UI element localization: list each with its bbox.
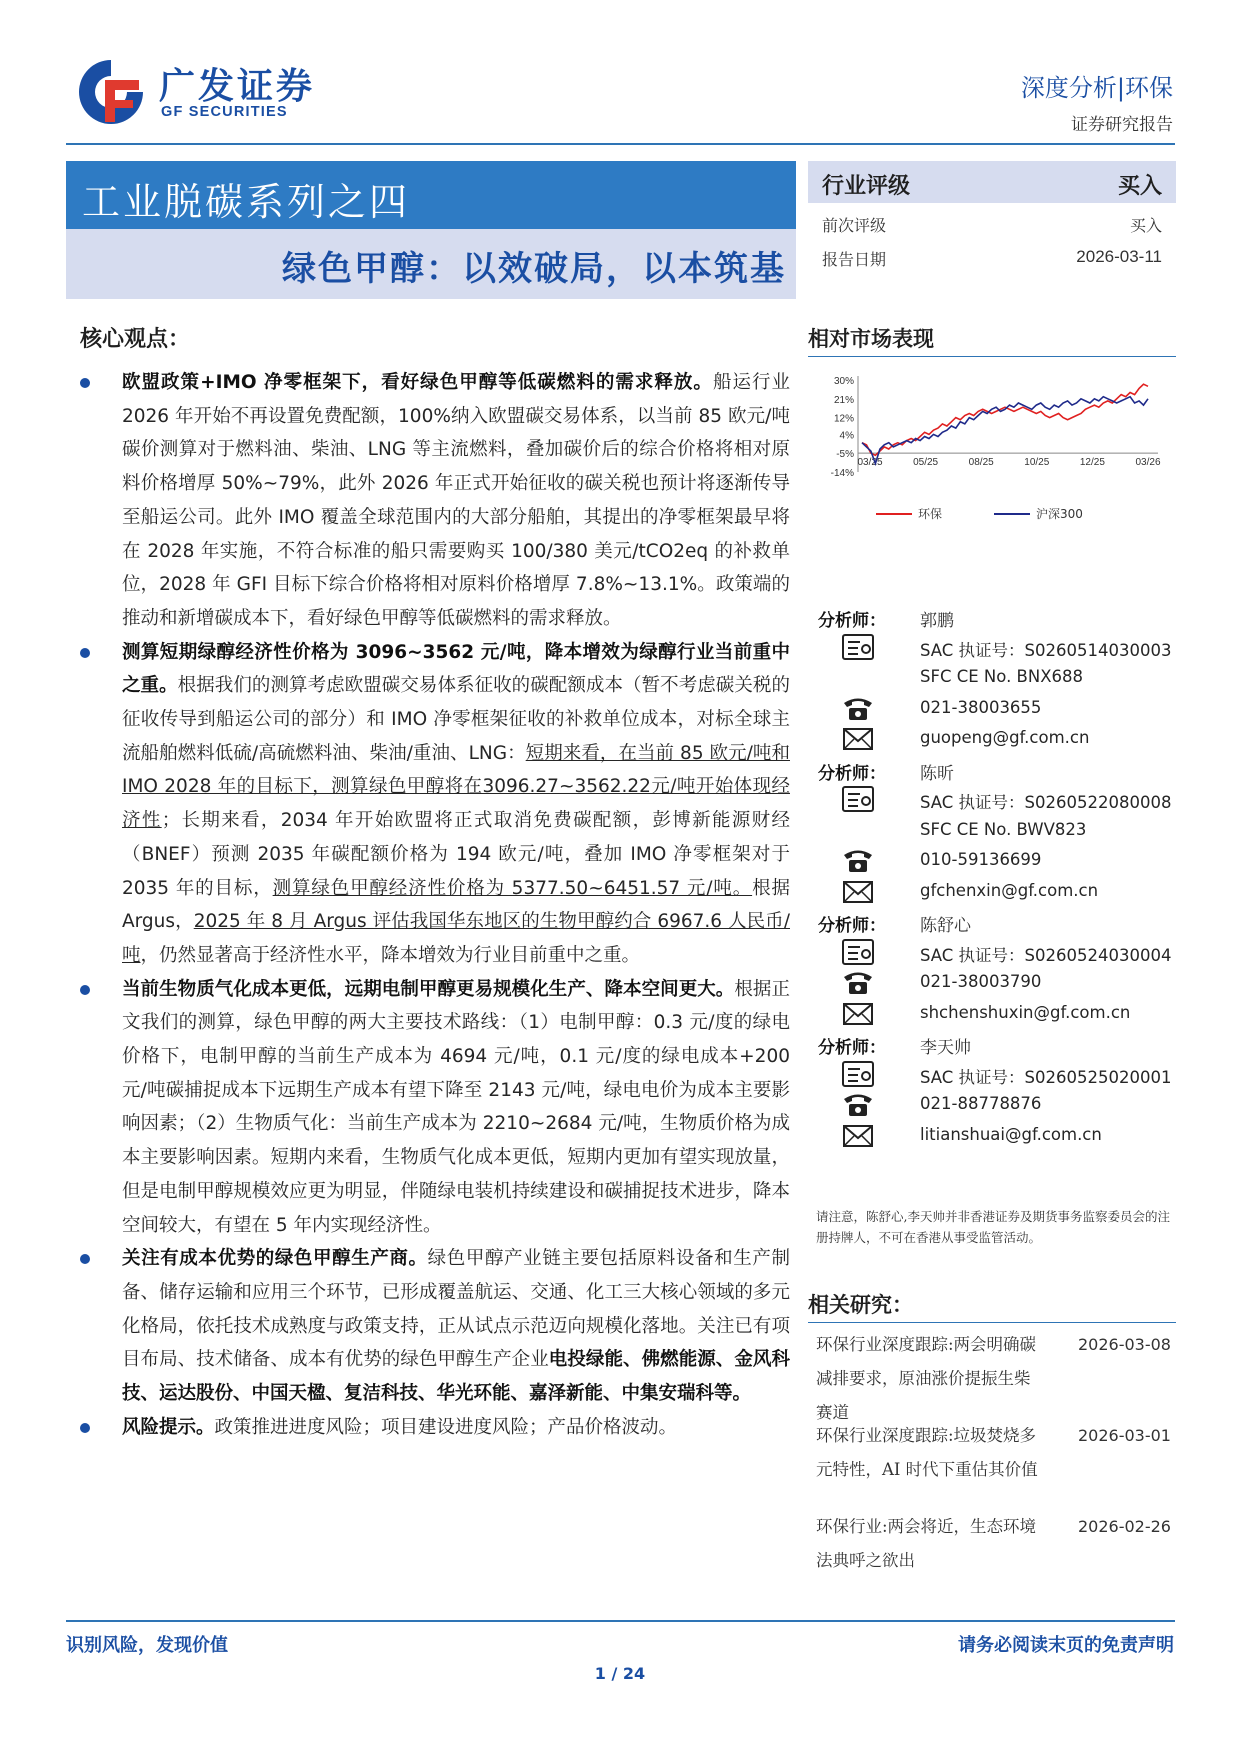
- gf-logo-icon: [75, 56, 147, 128]
- bullet-headline: 关注有成本优势的绿色甲醇生产商。: [122, 1248, 428, 1270]
- bullet-text: ；长期来看，2034 年开始欧盟将正式取消免费碳配额，彭博新能源财经（BNEF）预测 2035 年碳配额价格为 194 欧元/吨，叠加 IMO 净零框架对于 2035 年的目标，: [122, 810, 790, 899]
- y-tick-label: -14%: [830, 468, 854, 479]
- analyst-phone-row: [808, 692, 1176, 726]
- page-number: 1 / 24: [594, 1664, 646, 1683]
- x-tick-label: 03/26: [1135, 457, 1161, 469]
- industry-rating-label: 行业评级: [822, 173, 911, 199]
- bullet-headline: 电投绿能、佛燃能源、金风科技、运达股份、中国天楹、复洁科技、华光环能、嘉泽新能、中集安瑞科等。: [122, 1349, 790, 1405]
- envelope-icon: [838, 722, 878, 756]
- analyst-sac-row-text: [920, 789, 1172, 813]
- sac-label: SAC 执证号：: [920, 945, 1025, 965]
- analyst-label: 分析师：: [818, 1038, 886, 1058]
- analyst-name-row-text: 陈昕: [920, 763, 954, 784]
- series-title-band: [66, 161, 796, 229]
- sac-number: S0260522080008: [1024, 793, 1172, 812]
- phone-icon: [838, 844, 878, 878]
- analyst-email-row-text[interactable]: shchenshuxin@gf.com.cn: [920, 1002, 1131, 1022]
- document-type: 深度分析|环保: [1020, 74, 1173, 102]
- related-research-date: 2026-03-01: [1078, 1426, 1171, 1445]
- analyst-email-row-text[interactable]: gfchenxin@gf.com.cn: [920, 880, 1099, 900]
- related-research-title-text[interactable]: 环保行业深度跟踪:垃圾焚烧多元特性，AI 时代下重估其价值: [816, 1426, 1038, 1479]
- analyst-name-row: [808, 600, 1176, 634]
- bullet-text: 政策推进进度风险；项目建设进度风险；产品价格波动。: [214, 1416, 678, 1438]
- previous-rating-row: [822, 213, 1162, 236]
- footer-slogan: 识别风险，发现价值: [66, 1635, 228, 1656]
- report-date-label: 报告日期: [822, 250, 887, 269]
- analyst-sfc-row-text: SFC CE No. BWV823: [920, 819, 1087, 839]
- analyst-name-row-text: 陈舒心: [920, 916, 971, 936]
- related-research-title: 相关研究：: [808, 1292, 913, 1317]
- envelope-icon: [838, 997, 878, 1031]
- bullet-text: 绿色甲醇产业链主要包括原料设备和生产制备、储存运输和应用三个环节，已形成覆盖航运、交通、化工三大核心领域的多元化格局，依托技术成熟度与政策支持，正从试点示范迈向规模化落地。关注已有项目布局、技术储备、成本有优势的绿色甲醇生产企业: [122, 1248, 790, 1371]
- analyst-email-row-text[interactable]: guopeng@gf.com.cn: [920, 728, 1090, 747]
- phone-icon: [838, 966, 878, 1000]
- analyst-sac-row-text: [920, 942, 1172, 966]
- sac-number: S0260525020001: [1024, 1067, 1172, 1087]
- analyst-name-row: [808, 753, 1176, 787]
- bullet-dot-icon: [80, 378, 90, 388]
- analyst-sfc-row-text: SFC CE No. BNX688: [920, 667, 1084, 686]
- x-tick-label: 05/25: [913, 457, 939, 469]
- analyst-phone-row: [808, 966, 1176, 1000]
- related-research-title-text[interactable]: 环保行业深度跟踪:两会明确碳减排要求，原油涨价提振生柴赛道: [816, 1335, 1037, 1422]
- analyst-label: 分析师：: [818, 916, 886, 936]
- bullet-dot-icon: [80, 1254, 90, 1264]
- analyst-email-row: [808, 722, 1176, 756]
- analyst-sfc-row: [808, 814, 1176, 848]
- logo-chinese-name: 广发证券: [159, 66, 316, 107]
- y-tick-label: 4%: [839, 430, 854, 442]
- bullet-text: 根据我们的测算考虑欧盟碳交易体系征收的碳配额成本（暂不考虑碳关税的征收传导到船运公司的部分）和 IMO 净零框架征收的补救单位成本，对标全球主流船舶燃料低硫/高硫燃料油、柴油/重油、LNG：: [122, 675, 790, 764]
- analyst-email-row: [808, 1119, 1176, 1153]
- id-card-icon: [838, 783, 878, 817]
- bullet-headline: 当前生物质气化成本更低，远期电制甲醇更易规模化生产、降本空间更大。: [122, 978, 735, 1000]
- related-research-item[interactable]: [816, 1328, 1176, 1430]
- report-title: 绿色甲醇：以效破局，以本筑基: [282, 249, 786, 289]
- market-performance-title: 相对市场表现: [808, 326, 934, 351]
- industry-rating-value: 买入: [1117, 173, 1162, 199]
- phone-icon: [838, 692, 878, 726]
- rating-header: [808, 161, 1176, 203]
- core-view-bullet: [80, 1242, 790, 1411]
- analyst-sac-row-text: [920, 637, 1172, 661]
- bullet-dot-icon: [80, 985, 90, 995]
- bullet-text: 根据正文我们的测算，绿色甲醇的两大主要技术路线：（1）电制甲醇：0.3 元/度的绿电价格下，电制甲醇的当前生产成本为 4694 元/吨，0.1 元/度的绿电成本+200 元/吨碳捕捉成本下远期生产成本有望下降至 2143 元/吨，绿电电价为成本主要影响因素；（2）生物质气化：当前生产成本为 2210~2684 元/吨，生物质价格为成本主要影响因素。短期内来看，生物质气化成本更低，短期内更加有望实现放量，但是电制甲醇规模效应更为明显，伴随绿电装机持续建设和碳捕捉技术进步，降本空间较大，有望在 5 年内实现经济性。: [122, 978, 790, 1236]
- analyst-sac-row: [808, 783, 1176, 817]
- y-tick-label: 21%: [833, 394, 854, 406]
- bullet-headline: 欧盟政策+IMO 净零框架下，看好绿色甲醇等低碳燃料的需求释放。: [122, 372, 713, 393]
- analyst-name-row-text: 李天帅: [920, 1038, 971, 1058]
- related-research-divider: [808, 1322, 1176, 1323]
- sac-number: S0260514030003: [1024, 640, 1172, 660]
- sac-number: S0260524030004: [1024, 945, 1172, 965]
- core-view-bullet: [80, 636, 790, 973]
- core-view-bullet: [80, 1411, 790, 1445]
- bullet-text: ，仍然显著高于经济性水平，降本增效为行业目前重中之重。: [140, 944, 641, 966]
- core-views-title: 核心观点：: [80, 326, 191, 352]
- footer-divider: [66, 1620, 1175, 1622]
- series-title: 工业脱碳系列之四: [82, 180, 411, 224]
- relative-performance-chart: [808, 372, 1176, 562]
- related-research-title-text[interactable]: 环保行业:两会将近，生态环境法典呼之欲出: [816, 1517, 1037, 1570]
- bullet-text: 2025 年 8 月 Argus 评估我国华东地区的生物甲醇约合 6967.6 人民币/吨: [122, 911, 790, 966]
- series-line-env: [862, 384, 1148, 455]
- analyst-name-row-text: 郭鹏: [920, 611, 954, 631]
- y-tick-label: 30%: [833, 376, 854, 387]
- analyst-sac-row-text: [920, 1064, 1172, 1088]
- analyst-phone-row-text: 021-38003790: [920, 972, 1042, 991]
- analyst-phone-row-text: 021-88778876: [920, 1094, 1042, 1113]
- sac-label: SAC 执证号：: [920, 1067, 1025, 1087]
- sac-label: SAC 执证号：: [920, 793, 1025, 812]
- bullet-headline: 风险提示。: [122, 1416, 215, 1438]
- x-tick-label: 03/25: [857, 457, 883, 469]
- bullet-headline: 测算短期绿醇经济性价格为 3096~3562 元/吨，降本增效为绿醇行业当前重中之重。: [122, 641, 790, 697]
- header-divider: [66, 143, 1175, 145]
- x-tick-label: 10/25: [1024, 457, 1050, 469]
- market-performance-divider: [808, 356, 1176, 357]
- related-research-date: 2026-02-26: [1078, 1517, 1171, 1536]
- legend-label: 环保: [918, 507, 943, 521]
- id-card-icon: [838, 1058, 878, 1092]
- footer-disclaimer-note: 请务必阅读末页的免责声明: [958, 1635, 1174, 1656]
- analyst-sac-row: [808, 1058, 1176, 1092]
- bullet-dot-icon: [80, 1423, 90, 1433]
- analyst-label: 分析师：: [818, 611, 886, 631]
- y-tick-label: -5%: [836, 449, 854, 461]
- bullet-dot-icon: [80, 648, 90, 658]
- document-subtype: 证券研究报告: [1071, 115, 1173, 135]
- sac-label: SAC 执证号：: [920, 640, 1025, 660]
- analyst-email-row: [808, 875, 1176, 909]
- id-card-icon: [838, 936, 878, 970]
- analyst-phone-row: [808, 1088, 1176, 1122]
- legend-label: 沪深300: [1036, 507, 1083, 521]
- bullet-text: 船运行业 2026 年开始不再设置免费配额，100%纳入欧盟碳交易体系，以当前 85 欧元/吨碳价测算对于燃料油、柴油、LNG 等主流燃料，叠加碳价后的综合价格将相对原料价格增厚 50%~79%，此外 2026 年正式开始征收的碳关税也预计将逐渐传导至船运公司。此外 IMO 覆盖全球范围内的大部分船舶，其提出的净零框架最早将在 2028 年实施，不符合标准的船只需要购买 100/380 美元/tCO2eq 的补救单位，2028 年 GFI 目标下综合价格将相对原料价格增厚 7.8%~13.1%。政策端的推动和新增碳成本下，看好绿色甲醇等低碳燃料的需求释放。: [122, 372, 790, 629]
- report-date-value: 2026-03-11: [1076, 247, 1162, 266]
- analyst-name-row: [808, 1027, 1176, 1061]
- previous-rating-label: 前次评级: [822, 216, 887, 235]
- x-tick-label: 12/25: [1079, 457, 1105, 469]
- rating-box: [808, 161, 1176, 277]
- related-research-item[interactable]: [816, 1510, 1176, 1578]
- related-research-date: 2026-03-08: [1078, 1335, 1171, 1354]
- analyst-email-row-text[interactable]: litianshuai@gf.com.cn: [920, 1124, 1102, 1144]
- analyst-sac-row: [808, 631, 1176, 665]
- envelope-icon: [838, 1119, 878, 1153]
- phone-icon: [838, 1088, 878, 1122]
- analyst-sfc-row: [808, 661, 1176, 695]
- x-tick-label: 08/25: [968, 457, 994, 469]
- report-title-band: [66, 229, 796, 299]
- core-views-list: [80, 366, 790, 1445]
- analyst-phone-row-text: 010-59136699: [920, 850, 1042, 869]
- analyst-name-row: [808, 905, 1176, 939]
- bullet-text: 测算绿色甲醇经济性价格为 5377.50~6451.57 元/吨。: [272, 877, 753, 899]
- analyst-label: 分析师：: [818, 763, 886, 784]
- analyst-phone-row: [808, 844, 1176, 878]
- id-card-icon: [838, 631, 878, 665]
- report-date-row: [822, 247, 1162, 270]
- core-view-bullet: [80, 973, 790, 1243]
- core-view-bullet: [80, 366, 790, 636]
- analyst-phone-row-text: 021-38003655: [920, 697, 1042, 717]
- bullet-text: 短期来看，在当前 85 欧元/吨和 IMO 2028 年的目标下，测算绿色甲醇将在3096.27~3562.22元/吨开始体现经济性: [122, 742, 790, 832]
- company-logo: [75, 56, 335, 126]
- related-research-item[interactable]: [816, 1419, 1176, 1487]
- analyst-sac-row: [808, 936, 1176, 970]
- y-tick-label: 12%: [833, 413, 854, 425]
- logo-english-name: GF SECURITIES: [161, 104, 288, 120]
- analyst-license-note: 请注意，陈舒心,李天帅并非香港证券及期货事务监察委员会的注册持牌人，不可在香港从事受监管活动。: [816, 1209, 1170, 1245]
- previous-rating-value: 买入: [1129, 216, 1162, 235]
- analyst-email-row: [808, 997, 1176, 1031]
- envelope-icon: [838, 875, 878, 909]
- bullet-text: 根据 Argus，: [122, 877, 790, 933]
